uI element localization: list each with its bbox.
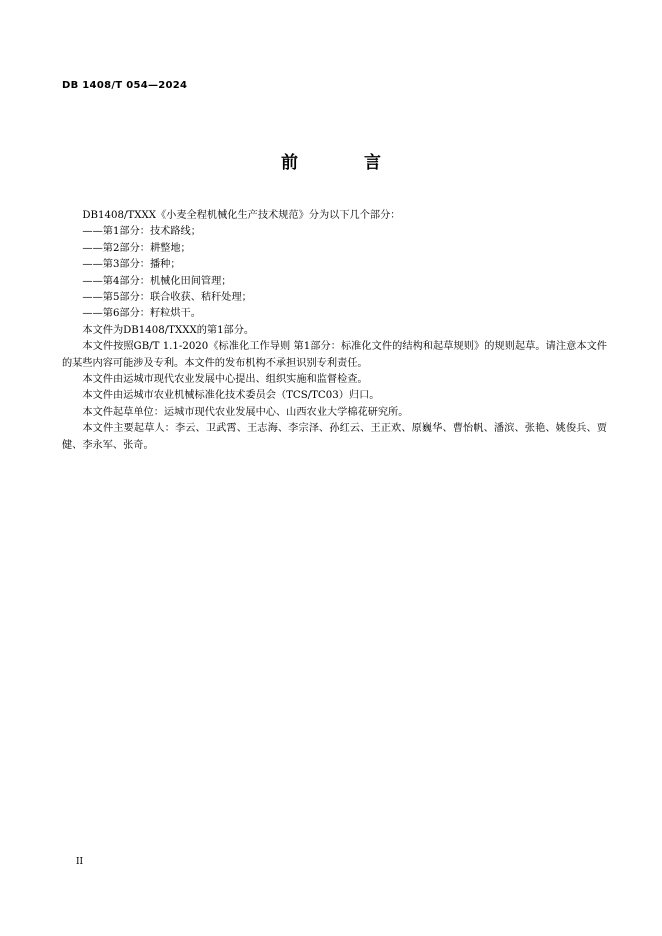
list-item-part-6: ——第6部分：籽粒烘干。 <box>82 308 201 320</box>
paragraph-document-part: 本文件为DB1408/TXXX的第1部分。 <box>82 324 255 336</box>
paragraph-intro: DB1408/TXXX《小麦全程机械化生产技术规范》分为以下几个部分： <box>82 210 401 221</box>
list-item-part-2: ——第2部分：耕整地； <box>82 242 191 254</box>
list-item-part-1: ——第1部分：技术路线； <box>82 226 201 238</box>
paragraph-drafting-rules: 本文件按照GB/T 1.1-2020《标准化工作导则 第1部分：标准化文件的结构和起草规则》的规则起草。请注意本文件的某些内容可能涉及专利。本文件的发布机构不承担识别专利责任。 <box>62 341 607 369</box>
page-number: II <box>76 857 84 867</box>
standard-code-header: DB 1408/T 054—2024 <box>62 80 188 91</box>
paragraph-drafting-units: 本文件起草单位：运城市现代农业发展中心、山西农业大学棉花研究所。 <box>82 406 409 418</box>
list-item-part-4: ——第4部分：机械化田间管理； <box>82 275 232 287</box>
foreword-body <box>62 208 607 454</box>
list-item-part-5: ——第5部分：联合收获、秸秆处理； <box>82 292 252 304</box>
paragraph-drafters: 本文件主要起草人：李云、卫武霄、王志海、李宗泽、孙红云、王正欢、原巍华、曹怡帆、潘滨、张艳、姚俊兵、贾健、李永军、张奇。 <box>62 423 607 451</box>
list-item-part-3: ——第3部分：播种； <box>82 259 181 271</box>
page-title: 前 言 <box>281 153 411 173</box>
paragraph-committee: 本文件由运城市农业机械标准化技术委员会（TCS/TC03）归口。 <box>82 390 380 402</box>
paragraph-proposer: 本文件由运城市现代农业发展中心提出、组织实施和监督检查。 <box>82 374 368 386</box>
